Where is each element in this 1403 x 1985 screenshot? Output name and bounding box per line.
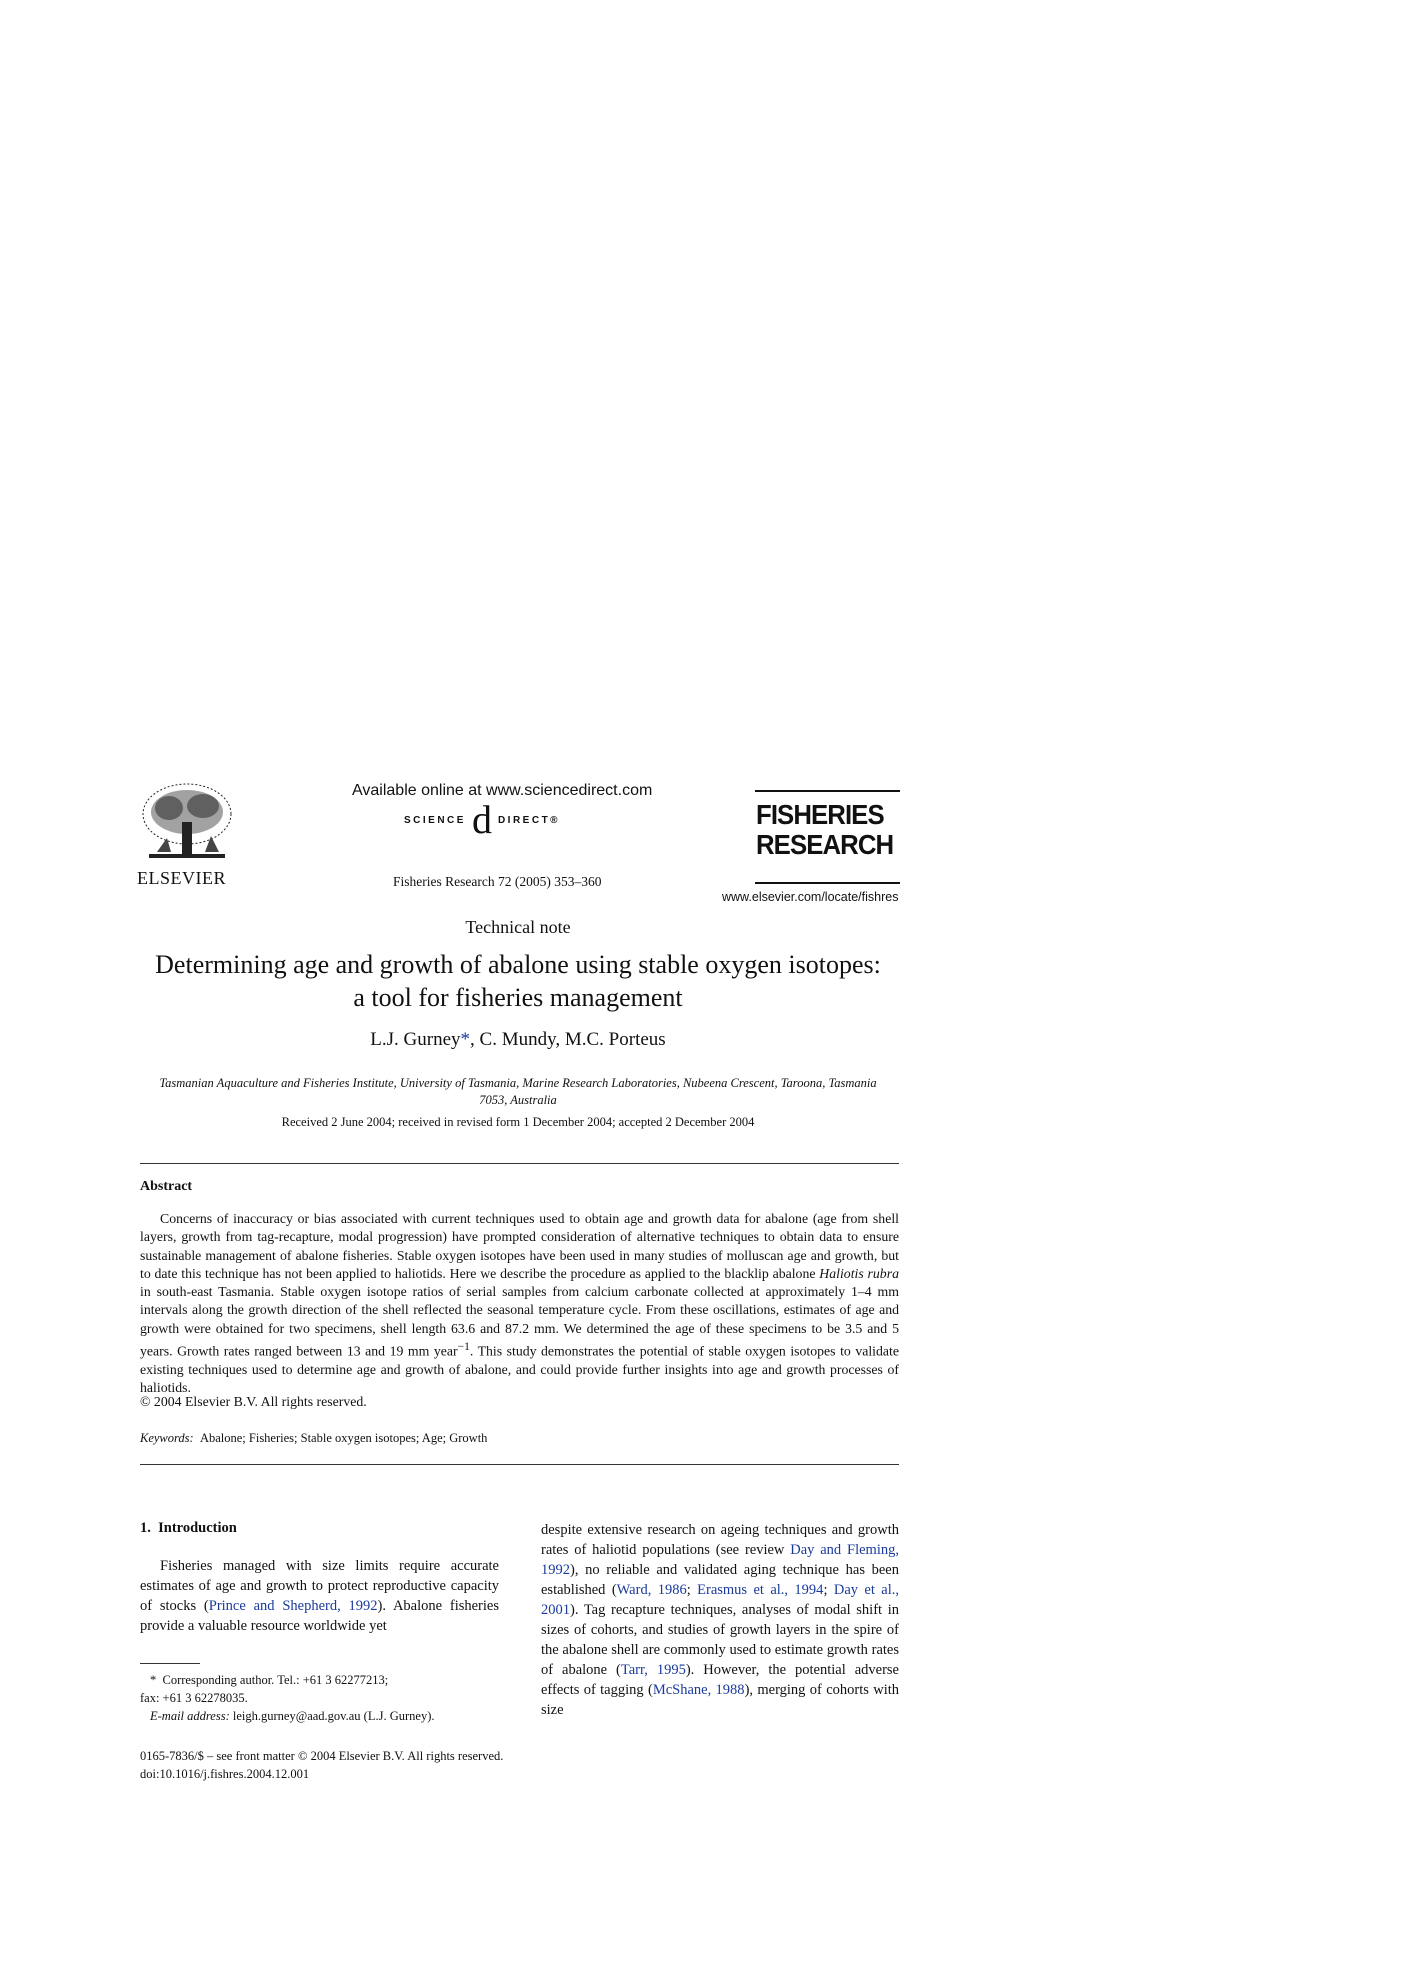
intro-text: ). Tag recapture techniques, analyses of modal shift in sizes of cohorts, and studies of growth layers in the spire of the abalone shell are commonly used to estimate growth rates of abalone ( xyxy=(541,1602,899,1678)
elsevier-tree-logo xyxy=(137,782,237,882)
footnote-fax: fax: +61 3 62278035. xyxy=(140,1691,248,1705)
copyright: © 2004 Elsevier B.V. All rights reserved. xyxy=(140,1394,367,1409)
author-others: , C. Mundy, M.C. Porteus xyxy=(470,1029,666,1050)
intro-text: ). However, the potential adverse effects of tagging ( xyxy=(541,1662,899,1698)
citation-link[interactable]: McShane, 1988 xyxy=(652,1682,745,1698)
citation-link[interactable]: Ward, 1986 xyxy=(616,1582,687,1598)
intro-text: Fisheries managed with size limits require accurate estimates of age and growth to protect reproductive capacity of stocks ( xyxy=(140,1558,499,1614)
footnote-corresponding: Corresponding author. Tel.: +61 3 62277213; xyxy=(162,1673,389,1687)
abstract-bottom-rule xyxy=(140,1464,899,1465)
journal-citation: Fisheries Research 72 (2005) 353–360 xyxy=(393,874,602,889)
citation-link[interactable]: Day et al., 2001 xyxy=(541,1582,899,1618)
intro-right-column xyxy=(541,1520,899,1720)
doi-line[interactable]: doi:10.1016/j.fishres.2004.12.001 xyxy=(140,1767,310,1781)
citation-separator: ; xyxy=(823,1582,834,1598)
intro-text: ), no reliable and validated aging technique has been established ( xyxy=(541,1562,899,1598)
sciencedirect-at-icon: d xyxy=(471,797,492,842)
journal-logo-bottom-rule xyxy=(755,882,900,884)
author-list xyxy=(0,1029,1036,1051)
affiliation: Tasmanian Aquaculture and Fisheries Institute, University of Tasmania, Marine Research Laboratories, Nubeena Crescent, Taroona, Tasmania 7053, Australia xyxy=(159,1076,877,1107)
keywords xyxy=(140,1431,487,1446)
journal-logo-line1: FISHERIES xyxy=(756,799,884,830)
citation-link[interactable]: Tarr, 1995 xyxy=(620,1662,686,1678)
intro-left-column xyxy=(140,1556,499,1636)
sciencedirect-logo xyxy=(404,797,561,842)
page-footer xyxy=(140,1747,503,1783)
journal-logo-line2: RESEARCH xyxy=(756,829,894,860)
footnote-line xyxy=(140,1671,435,1689)
abstract-text xyxy=(140,1210,899,1398)
publisher-name: ELSEVIER xyxy=(137,868,226,888)
sciencedirect-left-word: SCIENCE xyxy=(404,814,466,826)
abstract-part1: Concerns of inaccuracy or bias associated with current techniques used to obtain age and growth data for abalone (age from shell layers, growth from tag-recapture, modal progression) have prompted consideration of alternative techniques to obtain data to ensure sustainable management of abalone fisheries. Stable oxygen isotopes have been used in many studies of molluscan age and growth, but to date this technique has not been applied to haliotids. Here we describe the procedure as applied to the blacklip abalone xyxy=(140,1211,899,1281)
abstract-part2: in south-east Tasmania. Stable oxygen isotope ratios of serial samples from calcium carbonate collected at approximately 1–4 mm intervals along the growth direction of the shell reflected the seasonal temperature cycle. From these oscillations, estimates of age and growth were obtained for two specimens, shell length 63.6 and 87.2 mm. We determined the age of these specimens to be 3.5 and 5 years. Growth rates ranged between 13 and 19 mm year xyxy=(140,1284,899,1359)
footnote-mark: * xyxy=(150,1673,157,1687)
citation-link[interactable]: Prince and Shepherd, 1992 xyxy=(208,1598,378,1614)
journal-url[interactable]: www.elsevier.com/locate/fishres xyxy=(722,890,899,904)
author-first: L.J. Gurney xyxy=(370,1029,461,1050)
sciencedirect-right-word: DIRECT® xyxy=(497,814,561,826)
intro-text: despite extensive research on ageing techniques and growth rates of haliotid populations (see review xyxy=(541,1522,899,1558)
email-label: E-mail address: xyxy=(150,1709,230,1723)
abstract-top-rule xyxy=(140,1163,899,1164)
received-dates: Received 2 June 2004; received in revised form 1 December 2004; accepted 2 December 2004 xyxy=(281,1115,755,1129)
footnote-rule xyxy=(140,1663,200,1664)
available-online-text: Available online at www.sciencedirect.com xyxy=(352,782,653,799)
intro-text: ), merging of cohorts with size xyxy=(541,1682,900,1718)
species-name: Haliotis rubra xyxy=(819,1265,899,1281)
article-title: Determining age and growth of abalone using stable oxygen isotopes: a tool for fisheries management xyxy=(155,950,881,1012)
citation-link[interactable]: Day and Fleming, 1992 xyxy=(541,1542,899,1578)
journal-logo-top-rule xyxy=(755,790,900,792)
exponent: −1 xyxy=(457,1341,470,1354)
citation-link[interactable]: Erasmus et al., 1994 xyxy=(697,1582,824,1598)
footnote xyxy=(140,1671,435,1725)
corresponding-author-mark[interactable]: * xyxy=(460,1029,471,1050)
citation-separator: ; xyxy=(686,1582,698,1598)
abstract-part3: . This study demonstrates the potential of stable oxygen isotopes to validate existing techniques used to determine age and growth of abalone, and could provide further insights into age and growth processes of haliotids. xyxy=(140,1343,899,1396)
intro-text: ). Abalone fisheries provide a valuable resource worldwide yet xyxy=(140,1598,499,1634)
article-type: Technical note xyxy=(465,917,571,937)
footnote-line xyxy=(140,1707,435,1725)
abstract-heading: Abstract xyxy=(140,1179,193,1194)
keywords-list: Abalone; Fisheries; Stable oxygen isotopes; Age; Growth xyxy=(199,1431,488,1445)
email-address[interactable]: leigh.gurney@aad.gov.au (L.J. Gurney). xyxy=(232,1709,435,1723)
keywords-label: Keywords: xyxy=(140,1431,194,1445)
section-heading-introduction: 1. Introduction xyxy=(140,1520,237,1536)
front-matter-line: 0165-7836/$ – see front matter © 2004 Elsevier B.V. All rights reserved. xyxy=(140,1749,504,1763)
fisheries-research-logo xyxy=(756,800,893,860)
